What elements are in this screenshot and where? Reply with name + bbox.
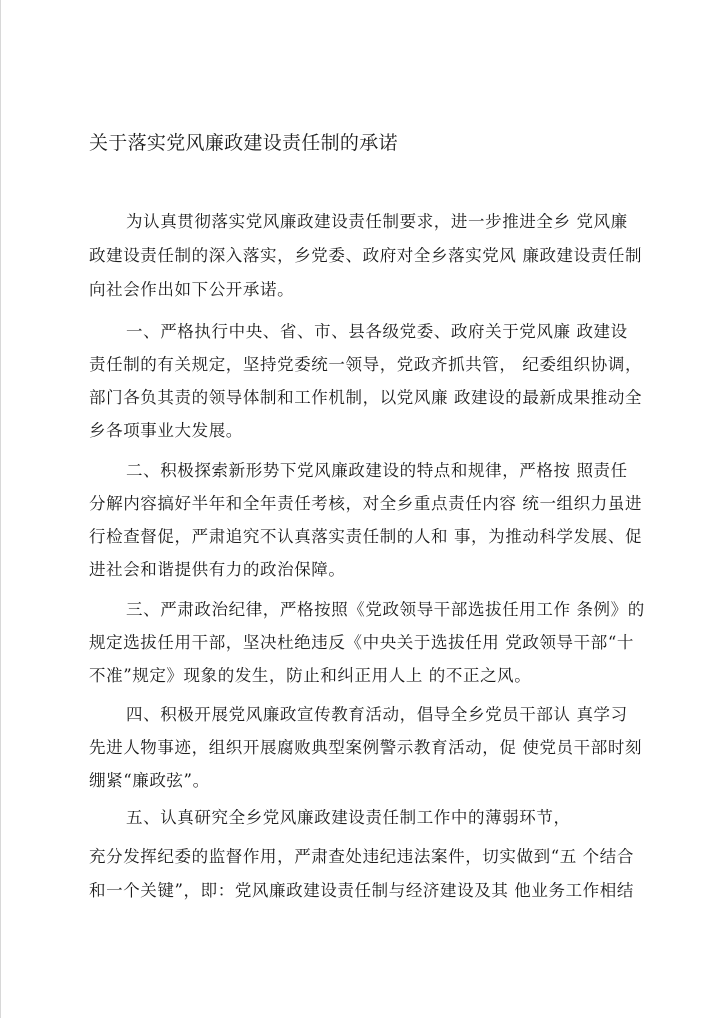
paragraph-line: 分解内容搞好半年和全年责任考核，对全乡重点责任内容 统一组织力虽进 [89, 494, 643, 513]
paragraph-line: 乡各项事业大发展。 [89, 421, 243, 440]
paragraph-line: 和一个关键”，即：党风廉政建设责任制与经济建设及其 他业务工作相结 [89, 881, 634, 900]
paragraph-line: 部门各负其责的领导体制和工作机制，以党风廉 政建设的最新成果推动全 [89, 388, 643, 407]
paragraph-line: 行检查督促，严肃追究不认真落实责任制的人和 事，为推动科学发展、促 [89, 527, 643, 546]
paragraph-line: 先进人物事迹，组织开展腐败典型案例警示教育活动，促 使党员干部时刻 [89, 738, 643, 757]
paragraph-line: 五、认真研究全乡党风廉政建设责任制工作中的薄弱环节， [126, 808, 571, 827]
paragraph-line: 为认真贯彻落实党风廉政建设责任制要求，进一步推进全乡 党风廉 [126, 212, 628, 231]
paragraph-line: 绷紧“廉政弦”。 [89, 771, 210, 790]
paragraph-line: 政建设责任制的深入落实，乡党委、政府对全乡落实党风 廉政建设责任制 [89, 246, 643, 265]
paragraph-line: 一、严格执行中央、省、市、县各级党委、政府关于党风廉 政建设 [126, 322, 628, 341]
document-title: 关于落实党风廉政建设责任制的承诺 [89, 132, 398, 154]
paragraph-line: 四、积极开展党风廉政宣传教育活动，倡导全乡党员干部认 真学习 [126, 705, 628, 724]
paragraph-line: 进社会和谐提供有力的政治保障。 [89, 560, 346, 579]
paragraph-line: 充分发挥纪委的监督作用，严肃查处违纪违法案件，切实做到“五 个结合 [89, 847, 634, 866]
paragraph-line: 责任制的有关规定，坚持党委统一领导，党政齐抓共管， 纪委组织协调， [89, 355, 643, 374]
paragraph-line: 向社会作出如下公开承诺。 [89, 280, 295, 299]
paragraph-line: 规定选拔任用干部，坚决杜绝违反《中央关于选拔任用 党政领导干部“十 [89, 633, 634, 652]
paragraph-line: 三、严肃政治纪律，严格按照《党政领导干部选拔任用工作 条例》的 [126, 600, 645, 619]
paragraph-line: 二、积极探索新形势下党风廉政建设的特点和规律，严格按 照责任 [126, 461, 628, 480]
paragraph-line: 不准”规定》现象的发生，防止和纠正用人上 的不正之风。 [89, 666, 532, 685]
